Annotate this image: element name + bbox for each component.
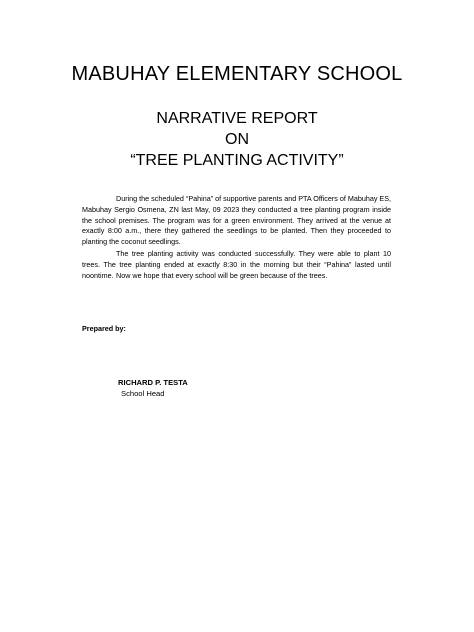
report-title-line-2: ON: [225, 131, 249, 148]
school-name: MABUHAY ELEMENTARY SCHOOL: [71, 63, 403, 85]
paragraph-2: The tree planting activity was conducted successfully. They were able to plant 10 trees. The tree planting ended at exactly 8:30 in the morning but their “Pahina” lasted until noontime.: [82, 249, 391, 280]
prepared-by-label: Prepared by:: [82, 324, 126, 333]
paragraph-3: Now we hope that every school will be green because of the trees.: [116, 271, 328, 280]
report-title-line-3: “TREE PLANTING ACTIVITY”: [130, 152, 344, 169]
signatory-title: School Head: [121, 389, 165, 398]
paragraph-1: During the scheduled “Pahina” of supportive parents and PTA Officers of Mabuhay ES, Mabuhay Sergio Osmena, ZN last May, 09 2023 they conducted a tree planting program inside the school premises. The program was for a green environment. They arrived at the venue at exactly 8:00 a.m., there they gathered the seedlings to be planted. Then they proceeded to planting the coconut seedlings.: [82, 194, 392, 247]
report-title-line-1: NARRATIVE REPORT: [156, 110, 318, 127]
signatory-name: RICHARD P. TESTA: [118, 378, 188, 387]
